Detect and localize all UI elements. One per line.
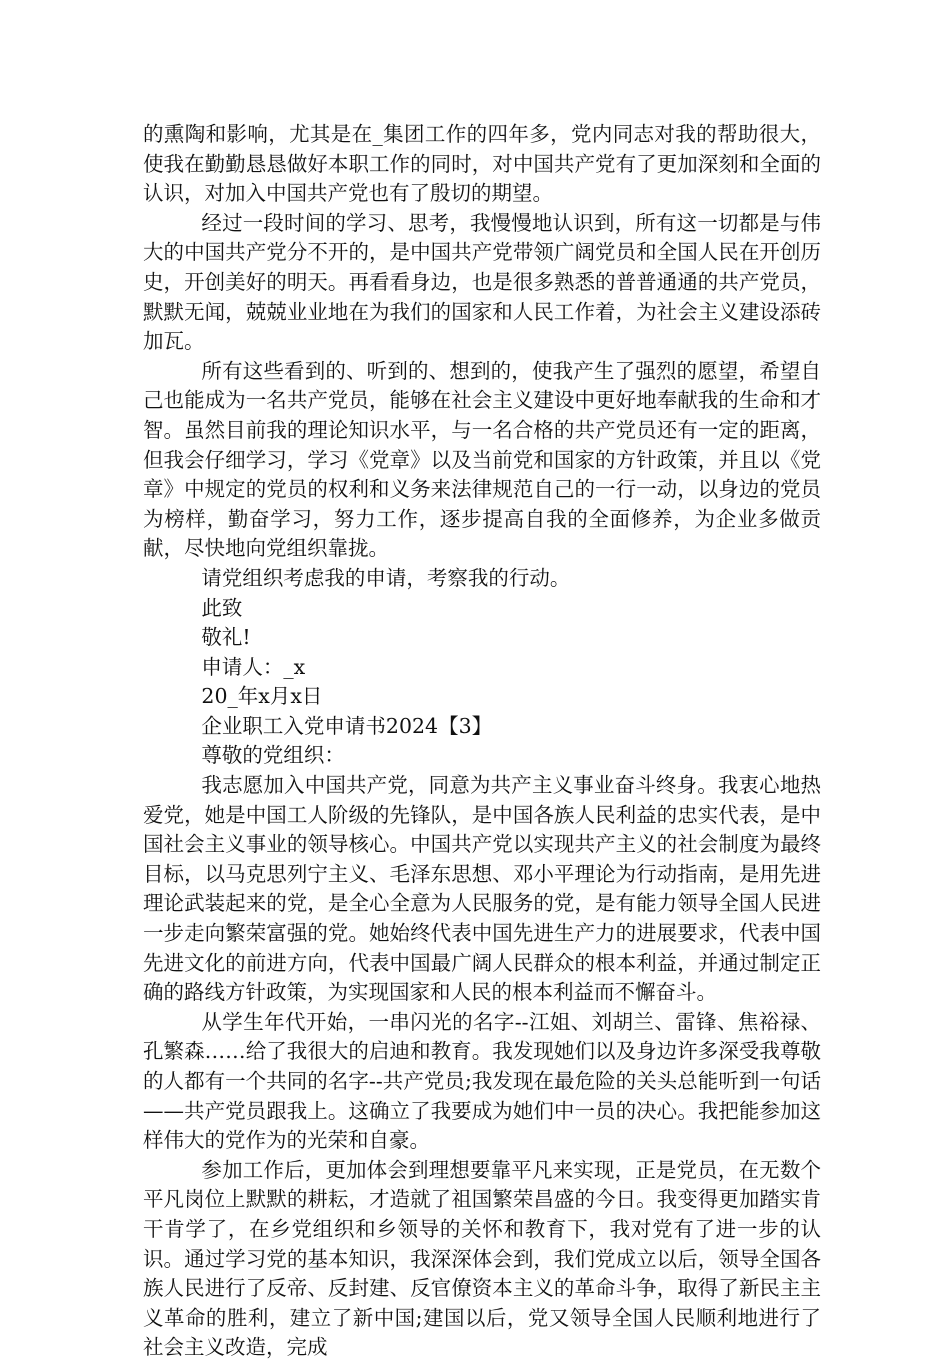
- request-line: 请党组织考虑我的申请，考察我的行动。: [201, 565, 571, 590]
- salutation-1: 此致: [201, 595, 243, 620]
- paragraph-5: 从学生年代开始，一串闪光的名字--江姐、刘胡兰、雷锋、焦裕禄、孔繁森……给了我很大的启迪和教育。我发现她们以及身边许多深受我尊敬的人都有一个共同的名字--共产党员;我发现在最危险的关头总能听到一句话——共产党员跟我上。这确立了我要成为她们中一员的决心。我把能参加这样伟大的党作为的光荣和自豪。: [143, 1009, 821, 1153]
- paragraph-1: 的熏陶和影响，尤其是在_集团工作的四年多，党内同志对我的帮助很大，使我在勤勤恳恳做好本职工作的同时，对中国共产党有了更加深刻和全面的认识，对加入中国共产党也有了殷切的期望。: [143, 122, 821, 206]
- paragraph-2: 经过一段时间的学习、思考，我慢慢地认识到，所有这一切都是与伟大的中国共产党分不开的，是中国共产党带领广阔党员和全国人民在开创历史，开创美好的明天。再看看身边，也是很多熟悉的普普通通的共产党员，默默无闻，兢兢业业地在为我们的国家和人民工作着，为社会主义建设添砖加瓦。: [143, 210, 821, 354]
- paragraph-6: 参加工作后，更加体会到理想要靠平凡来实现，正是党员，在无数个平凡岗位上默默的耕耘，才造就了祖国繁荣昌盛的今日。我变得更加踏实肯干肯学了，在乡党组织和乡领导的关怀和教育下，我对党有了进一步的认识。通过学习党的基本知识，我深深体会到，我们党成立以后，领导全国各族人民进行了反帝、反封建、反官僚资本主义的革命斗争，取得了新民主主义革命的胜利，建立了新中国;建国以后，党又领导全国人民顺利地进行了社会主义改造，完成: [143, 1157, 821, 1360]
- salutation-2: 敬礼!: [201, 625, 251, 650]
- paragraph-3: 所有这些看到的、听到的、想到的，使我产生了强烈的愿望，希望自己也能成为一名共产党员，能够在社会主义建设中更好地奉献我的生命和才智。虽然目前我的理论知识水平，与一名合格的共产党员还有一定的距离，但我会仔细学习，学习《党章》以及当前党和国家的方针政策，并且以《党章》中规定的党员的权利和义务来法律规范自己的一行一动，以身边的党员为榜样，勤奋学习，努力工作，逐步提高自我的全面修养，为企业多做贡献，尽快地向党组织靠拢。: [143, 358, 821, 561]
- paragraph-4: 我志愿加入中国共产党，同意为共产主义事业奋斗终身。我衷心地热爱党，她是中国工人阶级的先锋队，是中国各族人民利益的忠实代表，是中国社会主义事业的领导核心。中国共产党以实现共产主义的社会制度为最终目标，以马克思列宁主义、毛泽东思想、邓小平理论为行动指南，是用先进理论武装起来的党，是全心全意为人民服务的党，是有能力领导全国人民进一步走向繁荣富强的党。她始终代表中国先进生产力的进展要求，代表中国先进文化的前进方向，代表中国最广阔人民群众的根本利益，并通过制定正确的路线方针政策，为实现国家和人民的根本利益而不懈奋斗。: [143, 773, 821, 1005]
- document-body: [143, 120, 821, 1363]
- applicant-signature: 申请人：_x: [201, 654, 306, 679]
- application-date: 20_年x月x日: [201, 684, 323, 709]
- section-title: 企业职工入党申请书2024【3】: [201, 713, 493, 738]
- letter-greeting: 尊敬的党组织：: [201, 743, 345, 768]
